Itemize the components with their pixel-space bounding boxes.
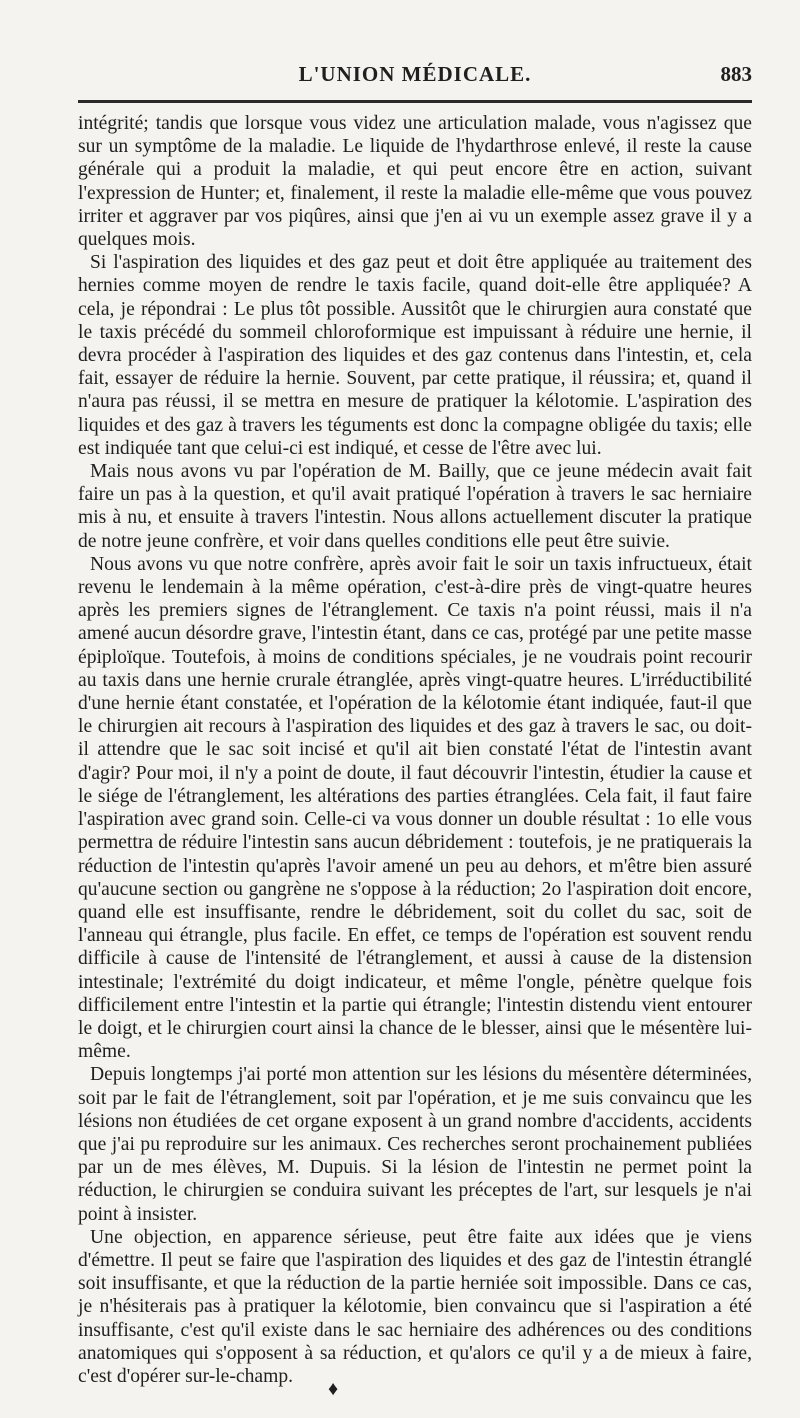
paragraph: Une objection, en apparence sérieuse, peut être faite aux idées que je viens d'émettre. Il peut se faire que l'aspiration des liquides et des gaz de l'intestin étranglé soit insuffisante, et que la réduction de la partie herniée soit impossible. Dans ce cas, je n'hésiterais pas à pratiquer la kélotomie, bien convaincu que si l'aspiration a été insuffisante, c'est qu'il existe dans le sac herniaire des adhérences ou des conditions anatomiques qui s'opposent à sa réduction, et qu'alors ce qu'il y a de mieux à faire, c'est d'opérer sur-le-champ. [78, 1226, 752, 1387]
paragraph: Nous avons vu que notre confrère, après avoir fait le soir un taxis infructueux, était revenu le lendemain à la même opération, c'est-à-dire près de vingt-quatre heures après les premiers signes de l'étranglement. Ce taxis n'a point réussi, mais il n'a amené aucun désordre grave, l'intestin étant, dans ce cas, protégé par une petite masse épiploïque. Toutefois, à moins de conditions spéciales, je ne voudrais point recourir au taxis dans une hernie crurale étranglée, après vingt-quatre heures. L'irréductibilité d'une hernie étant constatée, et l'opération de la kélotomie étant indiquée, faut-il que le chirurgien ait recours à l'aspiration des liquides et des gaz à travers le sac, ou doit-il attendre que le sac soit incisé et qu'il ait bien constaté l'état de l'intestin avant d'agir? Pour moi, il n'y a point de doute, il faut découvrir l'intestin, étudier la cause et le siége de l'étranglement, les altérations des parties étranglées. Cela fait, il faut faire l'aspiration avec grand soin. Celle-ci va vous donner un double résultat : 1o elle vous permettra de réduire l'intestin sans aucun débridement : toutefois, je ne pratiquerais la réduction de l'intestin qu'après l'avoir amené un peu au dehors, et m'être bien assuré qu'aucune section ou gangrène ne s'oppose à la réduction; 2o l'aspiration doit encore, quand elle est insuffisante, rendre le débridement, soit du collet du sac, soit de l'anneau qui étrangle, plus facile. En effet, ce temps de l'opération est souvent rendu difficile à cause de l'intensité de l'étranglement, et aussi à cause de la distension intestinale; l'extrémité du doigt indicateur, et même l'ongle, pénètre quelque fois difficilement entre l'intestin et la partie qui étrangle; l'intestin distendu vient entourer le doigt, et le chirurgien court ainsi la chance de le blesser, ainsi que le mésentère lui-même. [78, 553, 752, 1063]
printer-mark: ♦ [328, 1378, 339, 1400]
header-rule [78, 100, 752, 103]
paragraph: intégrité; tandis que lorsque vous videz une articulation malade, vous n'agissez que sur un symptôme de la maladie. Le liquide de l'hydarthrose enlevé, il reste la cause générale qui a produit la maladie, et qui peut encore être en action, suivant l'expression de Hunter; et, finalement, il reste la maladie elle-même que vous pouvez irriter et aggraver par vos piqûres, ainsi que j'en ai vu un exemple assez grave il y a quelques mois. [78, 113, 752, 251]
running-title: L'UNION MÉDICALE. [298, 62, 532, 86]
paragraph: Depuis longtemps j'ai porté mon attention sur les lésions du mésentère déterminées, soit par le fait de l'étranglement, soit par l'opération, et je me suis convaincu que les lésions non étudiées de cet organe exposent à un grand nombre d'accidents, accidents que j'ai pu reproduire sur les animaux. Ces recherches seront prochainement publiées par un de mes élèves, M. Dupuis. Si la lésion de l'intestin ne permet point la réduction, le chirurgien se conduira suivant les préceptes de l'art, sur lesquels je n'ai point à insister. [78, 1064, 752, 1225]
page-number: 883 [720, 62, 752, 86]
page-header [78, 62, 752, 92]
paragraph: Si l'aspiration des liquides et des gaz peut et doit être appliquée au traitement des hernies comme moyen de rendre le taxis facile, quand doit-elle être appliquée? A cela, je répondrai : Le plus tôt possible. Aussitôt que le chirurgien aura constaté que le taxis précédé du sommeil chloroformique est impuissant à réduire une hernie, il devra procéder à l'aspiration des liquides et des gaz contenus dans l'intestin, et, cela fait, essayer de réduire la hernie. Souvent, par cette pratique, il réussira; et, quand il n'aura pas réussi, il se mettra en mesure de pratiquer la kélotomie. L'aspiration des liquides et des gaz à travers les téguments est donc la compagne obligée du taxis; elle est indiquée tant que celui-ci est indiqué, et cesse de l'être avec lui. [78, 252, 752, 459]
article-body [78, 112, 752, 1388]
paragraph: Mais nous avons vu par l'opération de M. Bailly, que ce jeune médecin avait fait faire un pas à la question, et qu'il avait pratiqué l'opération à travers le sac herniaire mis à nu, et ensuite à travers l'intestin. Nous allons actuellement discuter la pratique de notre jeune confrère, et voir dans quelles conditions elle peut être suivie. [78, 461, 752, 552]
